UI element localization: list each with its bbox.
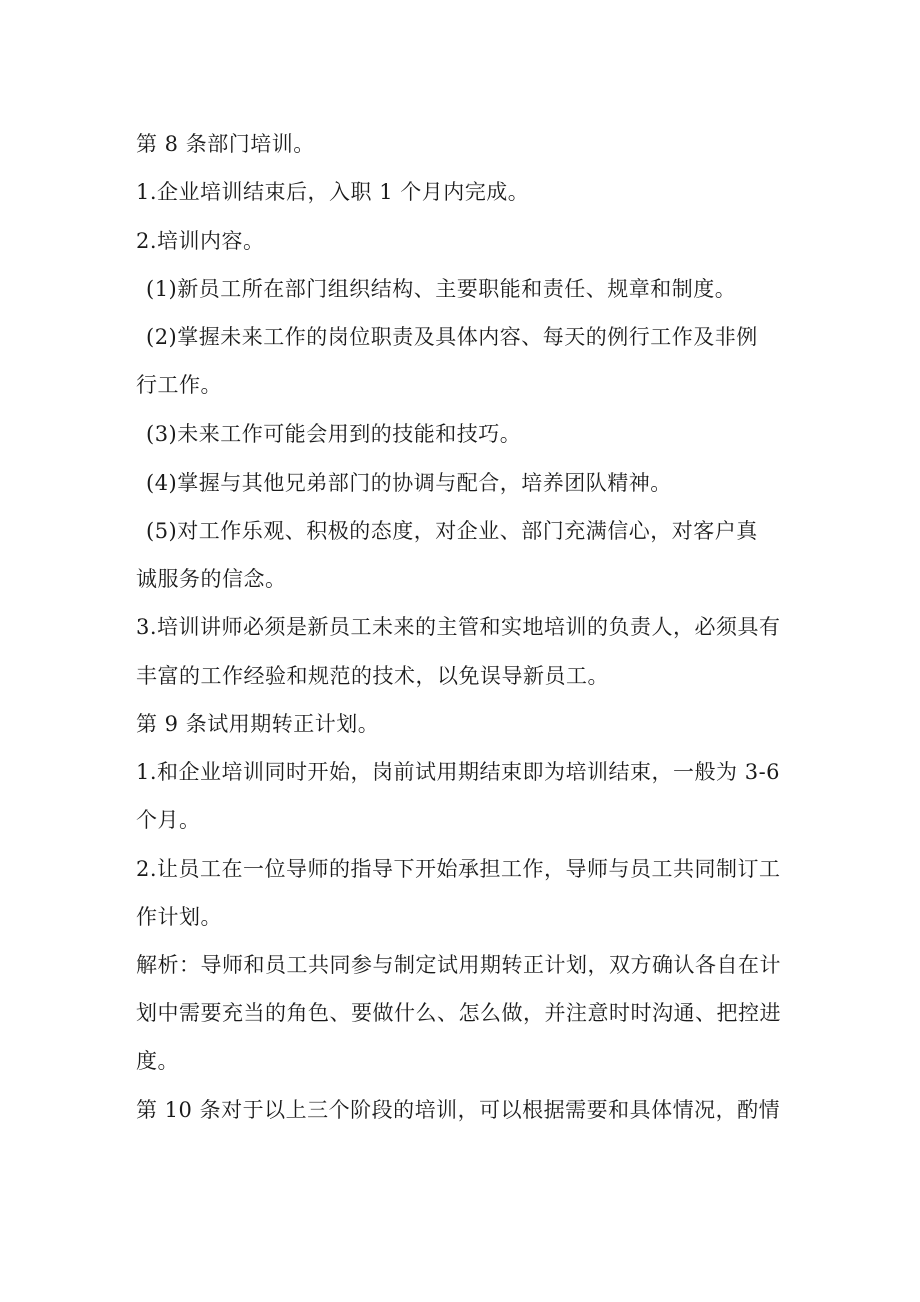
analysis-line: 划中需要充当的角色、要做什么、怎么做，并注意时时沟通、把控进 [136,1001,781,1025]
paragraph-line: 丰富的工作经验和规范的技术，以免误导新员工。 [136,664,609,688]
analysis-line: 度。 [136,1049,179,1073]
list-item-line: 行工作。 [136,373,222,397]
paragraph-line: 2.让员工在一位导师的指导下开始承担工作，导师与员工共同制订工 [136,857,781,881]
paragraph-line: 个月。 [136,808,201,832]
paragraph-line: 1.企业培训结束后，入职 1 个月内完成。 [136,180,530,204]
list-item-line: (3)未来工作可能会用到的技能和技巧。 [146,422,522,446]
analysis-line: 解析：导师和员工共同参与制定试用期转正计划，双方确认各自在计 [136,953,781,977]
list-item-line: (5)对工作乐观、积极的态度，对企业、部门充满信心，对客户真 [146,519,758,543]
list-item-line: 诚服务的信念。 [136,567,287,591]
paragraph-line: 2.培训内容。 [136,229,265,253]
list-item-line: (1)新员工所在部门组织结构、主要职能和责任、规章和制度。 [146,277,737,301]
paragraph-line: 作计划。 [136,905,222,929]
paragraph-line: 1.和企业培训同时开始，岗前试用期结束即为培训结束，一般为 3-6 [136,760,781,784]
paragraph-line: 3.培训讲师必须是新员工未来的主管和实地培训的负责人，必须具有 [136,615,781,639]
article-8-heading: 第 8 条部门培训。 [136,132,315,156]
article-9-heading: 第 9 条试用期转正计划。 [136,712,380,736]
list-item-line: (2)掌握未来工作的岗位职责及具体内容、每天的例行工作及非例 [146,325,758,349]
article-10-line: 第 10 条对于以上三个阶段的培训，可以根据需要和具体情况，酌情 [136,1098,781,1122]
list-item-line: (4)掌握与其他兄弟部门的协调与配合，培养团队精神。 [146,471,672,495]
